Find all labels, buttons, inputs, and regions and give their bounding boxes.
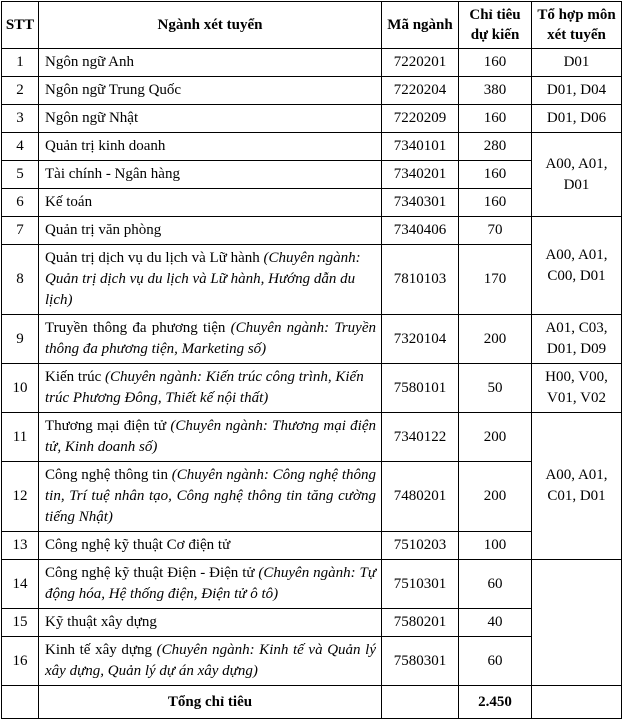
- quota-cell: 170: [459, 245, 532, 315]
- major-name: Tài chính - Ngân hàng: [45, 166, 180, 182]
- table-row: [2, 637, 622, 686]
- quota-cell: 160: [459, 161, 532, 189]
- major-code-cell: 7510301: [382, 560, 459, 609]
- admissions-table: [1, 1, 622, 719]
- major-code-cell: 7220209: [382, 105, 459, 133]
- total-empty-combo-cell: [532, 686, 622, 719]
- major-name-cell: [39, 315, 382, 364]
- quota-cell: 200: [459, 413, 532, 462]
- major-name-cell: [39, 364, 382, 413]
- column-header-stt: STT: [2, 2, 39, 49]
- major-name: Công nghệ kỹ thuật Cơ điện tử: [45, 537, 231, 553]
- quota-cell: 160: [459, 189, 532, 217]
- row-number-cell: 15: [2, 609, 39, 637]
- table-row: [2, 560, 622, 609]
- total-quota-value: 2.450: [459, 686, 532, 719]
- row-number-cell: 13: [2, 532, 39, 560]
- major-code-cell: 7340301: [382, 189, 459, 217]
- column-header-ma-nganh: Mã ngành: [382, 2, 459, 49]
- table-row: [2, 413, 622, 462]
- row-number-cell: 4: [2, 133, 39, 161]
- row-number-cell: 11: [2, 413, 39, 462]
- subject-combination-cell: D01, D04: [532, 77, 622, 105]
- table-row: [2, 364, 622, 413]
- table-row: [2, 189, 622, 217]
- major-specializations-note: (Chuyên ngành: Tự động hóa, Hệ thống điện, Điện tử ô tô): [45, 565, 377, 602]
- major-code-cell: 7320104: [382, 315, 459, 364]
- major-name: Ngôn ngữ Trung Quốc: [45, 82, 182, 98]
- table-row: [2, 77, 622, 105]
- major-name: Kế toán: [45, 194, 93, 210]
- major-code-cell: 7220201: [382, 49, 459, 77]
- major-code-cell: 7340201: [382, 161, 459, 189]
- subject-combination-cell: D01: [532, 49, 622, 77]
- row-number-cell: 16: [2, 637, 39, 686]
- table-row: [2, 609, 622, 637]
- quota-cell: 60: [459, 560, 532, 609]
- row-number-cell: 3: [2, 105, 39, 133]
- table-row: [2, 315, 622, 364]
- major-code-cell: 7580301: [382, 637, 459, 686]
- subject-combination-cell: A00, A01, D01: [532, 133, 622, 217]
- major-name-cell: [39, 161, 382, 189]
- total-label: Tổng chỉ tiêu: [39, 686, 382, 719]
- major-name: Quản trị kinh doanh: [45, 138, 166, 154]
- total-row: [2, 686, 622, 719]
- quota-cell: 160: [459, 49, 532, 77]
- major-name-cell: [39, 217, 382, 245]
- major-specializations-note: (Chuyên ngành: Kinh tế và Quản lý xây dựng, Quản lý dự án xây dựng): [45, 642, 376, 679]
- table-row: [2, 133, 622, 161]
- table-row: [2, 462, 622, 532]
- major-name: Ngôn ngữ Anh: [45, 54, 134, 70]
- major-code-cell: 7480201: [382, 462, 459, 532]
- subject-combination-cell: A01, C03, D01, D09: [532, 315, 622, 364]
- row-number-cell: 10: [2, 364, 39, 413]
- major-name: Ngôn ngữ Nhật: [45, 110, 139, 126]
- quota-cell: 70: [459, 217, 532, 245]
- quota-cell: 200: [459, 315, 532, 364]
- table-row: [2, 245, 622, 315]
- quota-cell: 160: [459, 105, 532, 133]
- major-name-cell: [39, 532, 382, 560]
- quota-cell: 60: [459, 637, 532, 686]
- subject-combination-cell: A00, A01, C00, D01: [532, 217, 622, 315]
- major-name: Kỹ thuật xây dựng: [45, 614, 157, 630]
- row-number-cell: 8: [2, 245, 39, 315]
- major-specializations-note: (Chuyên ngành: Thương mại điện tử, Kinh doanh số): [45, 418, 376, 455]
- row-number-cell: 9: [2, 315, 39, 364]
- row-number-cell: 14: [2, 560, 39, 609]
- major-name-cell: [39, 462, 382, 532]
- major-name-cell: [39, 49, 382, 77]
- row-number-cell: 7: [2, 217, 39, 245]
- row-number-cell: 1: [2, 49, 39, 77]
- major-name-cell: [39, 413, 382, 462]
- quota-cell: 280: [459, 133, 532, 161]
- row-number-cell: 6: [2, 189, 39, 217]
- major-name-cell: [39, 245, 382, 315]
- column-header-nganh: Ngành xét tuyển: [39, 2, 382, 49]
- major-specializations-note: (Chuyên ngành: Kiến trúc công trình, Kiến trúc Phương Đông, Thiết kế nội thất): [45, 369, 364, 406]
- major-name: Quản trị văn phòng: [45, 222, 162, 238]
- major-code-cell: 7510203: [382, 532, 459, 560]
- table-row: [2, 532, 622, 560]
- subject-combination-cell: H00, V00, V01, V02: [532, 364, 622, 413]
- column-header-to-hop: Tổ hợp môn xét tuyển: [532, 2, 622, 49]
- quota-cell: 380: [459, 77, 532, 105]
- major-code-cell: 7580101: [382, 364, 459, 413]
- total-empty-code-cell: [382, 686, 459, 719]
- column-header-chi-tieu: Chỉ tiêu dự kiến: [459, 2, 532, 49]
- major-name-cell: [39, 77, 382, 105]
- major-name: Công nghệ thông tin: [45, 467, 168, 483]
- table-row: [2, 217, 622, 245]
- major-name-cell: [39, 609, 382, 637]
- major-name-cell: [39, 637, 382, 686]
- table-row: [2, 105, 622, 133]
- header-row: [2, 2, 622, 49]
- major-code-cell: 7810103: [382, 245, 459, 315]
- table-row: [2, 161, 622, 189]
- major-specializations-note: (Chuyên ngành: Truyền thông đa phương tiện, Marketing số): [45, 320, 376, 357]
- total-empty-stt-cell: [2, 686, 39, 719]
- major-code-cell: 7580201: [382, 609, 459, 637]
- major-name-cell: [39, 105, 382, 133]
- major-name: Quản trị dịch vụ du lịch và Lữ hành: [45, 250, 260, 266]
- row-number-cell: 12: [2, 462, 39, 532]
- major-name: Kiến trúc: [45, 369, 102, 385]
- major-specializations-note: (Chuyên ngành: Công nghệ thông tin, Trí tuệ nhân tạo, Công nghệ thông tin tăng cường tiếng Nhật): [45, 467, 377, 525]
- major-name-cell: [39, 189, 382, 217]
- major-name: Công nghệ kỹ thuật Điện - Điện tử: [45, 565, 255, 581]
- subject-combination-cell: D01, D06: [532, 105, 622, 133]
- subject-combination-cell: [532, 560, 622, 686]
- quota-cell: 40: [459, 609, 532, 637]
- major-name: Truyền thông đa phương tiện: [45, 320, 226, 336]
- major-name: Kinh tế xây dựng: [45, 642, 152, 658]
- quota-cell: 100: [459, 532, 532, 560]
- subject-combination-cell: A00, A01, C01, D01: [532, 413, 622, 560]
- major-name-cell: [39, 133, 382, 161]
- major-code-cell: 7340101: [382, 133, 459, 161]
- major-code-cell: 7340122: [382, 413, 459, 462]
- major-name-cell: [39, 560, 382, 609]
- quota-cell: 200: [459, 462, 532, 532]
- row-number-cell: 5: [2, 161, 39, 189]
- table-row: [2, 49, 622, 77]
- major-specializations-note: (Chuyên ngành: Quản trị dịch vụ du lịch và Lữ hành, Hướng dẫn du lịch): [45, 250, 361, 308]
- quota-cell: 50: [459, 364, 532, 413]
- major-code-cell: 7340406: [382, 217, 459, 245]
- major-code-cell: 7220204: [382, 77, 459, 105]
- row-number-cell: 2: [2, 77, 39, 105]
- major-name: Thương mại điện tử: [45, 418, 167, 434]
